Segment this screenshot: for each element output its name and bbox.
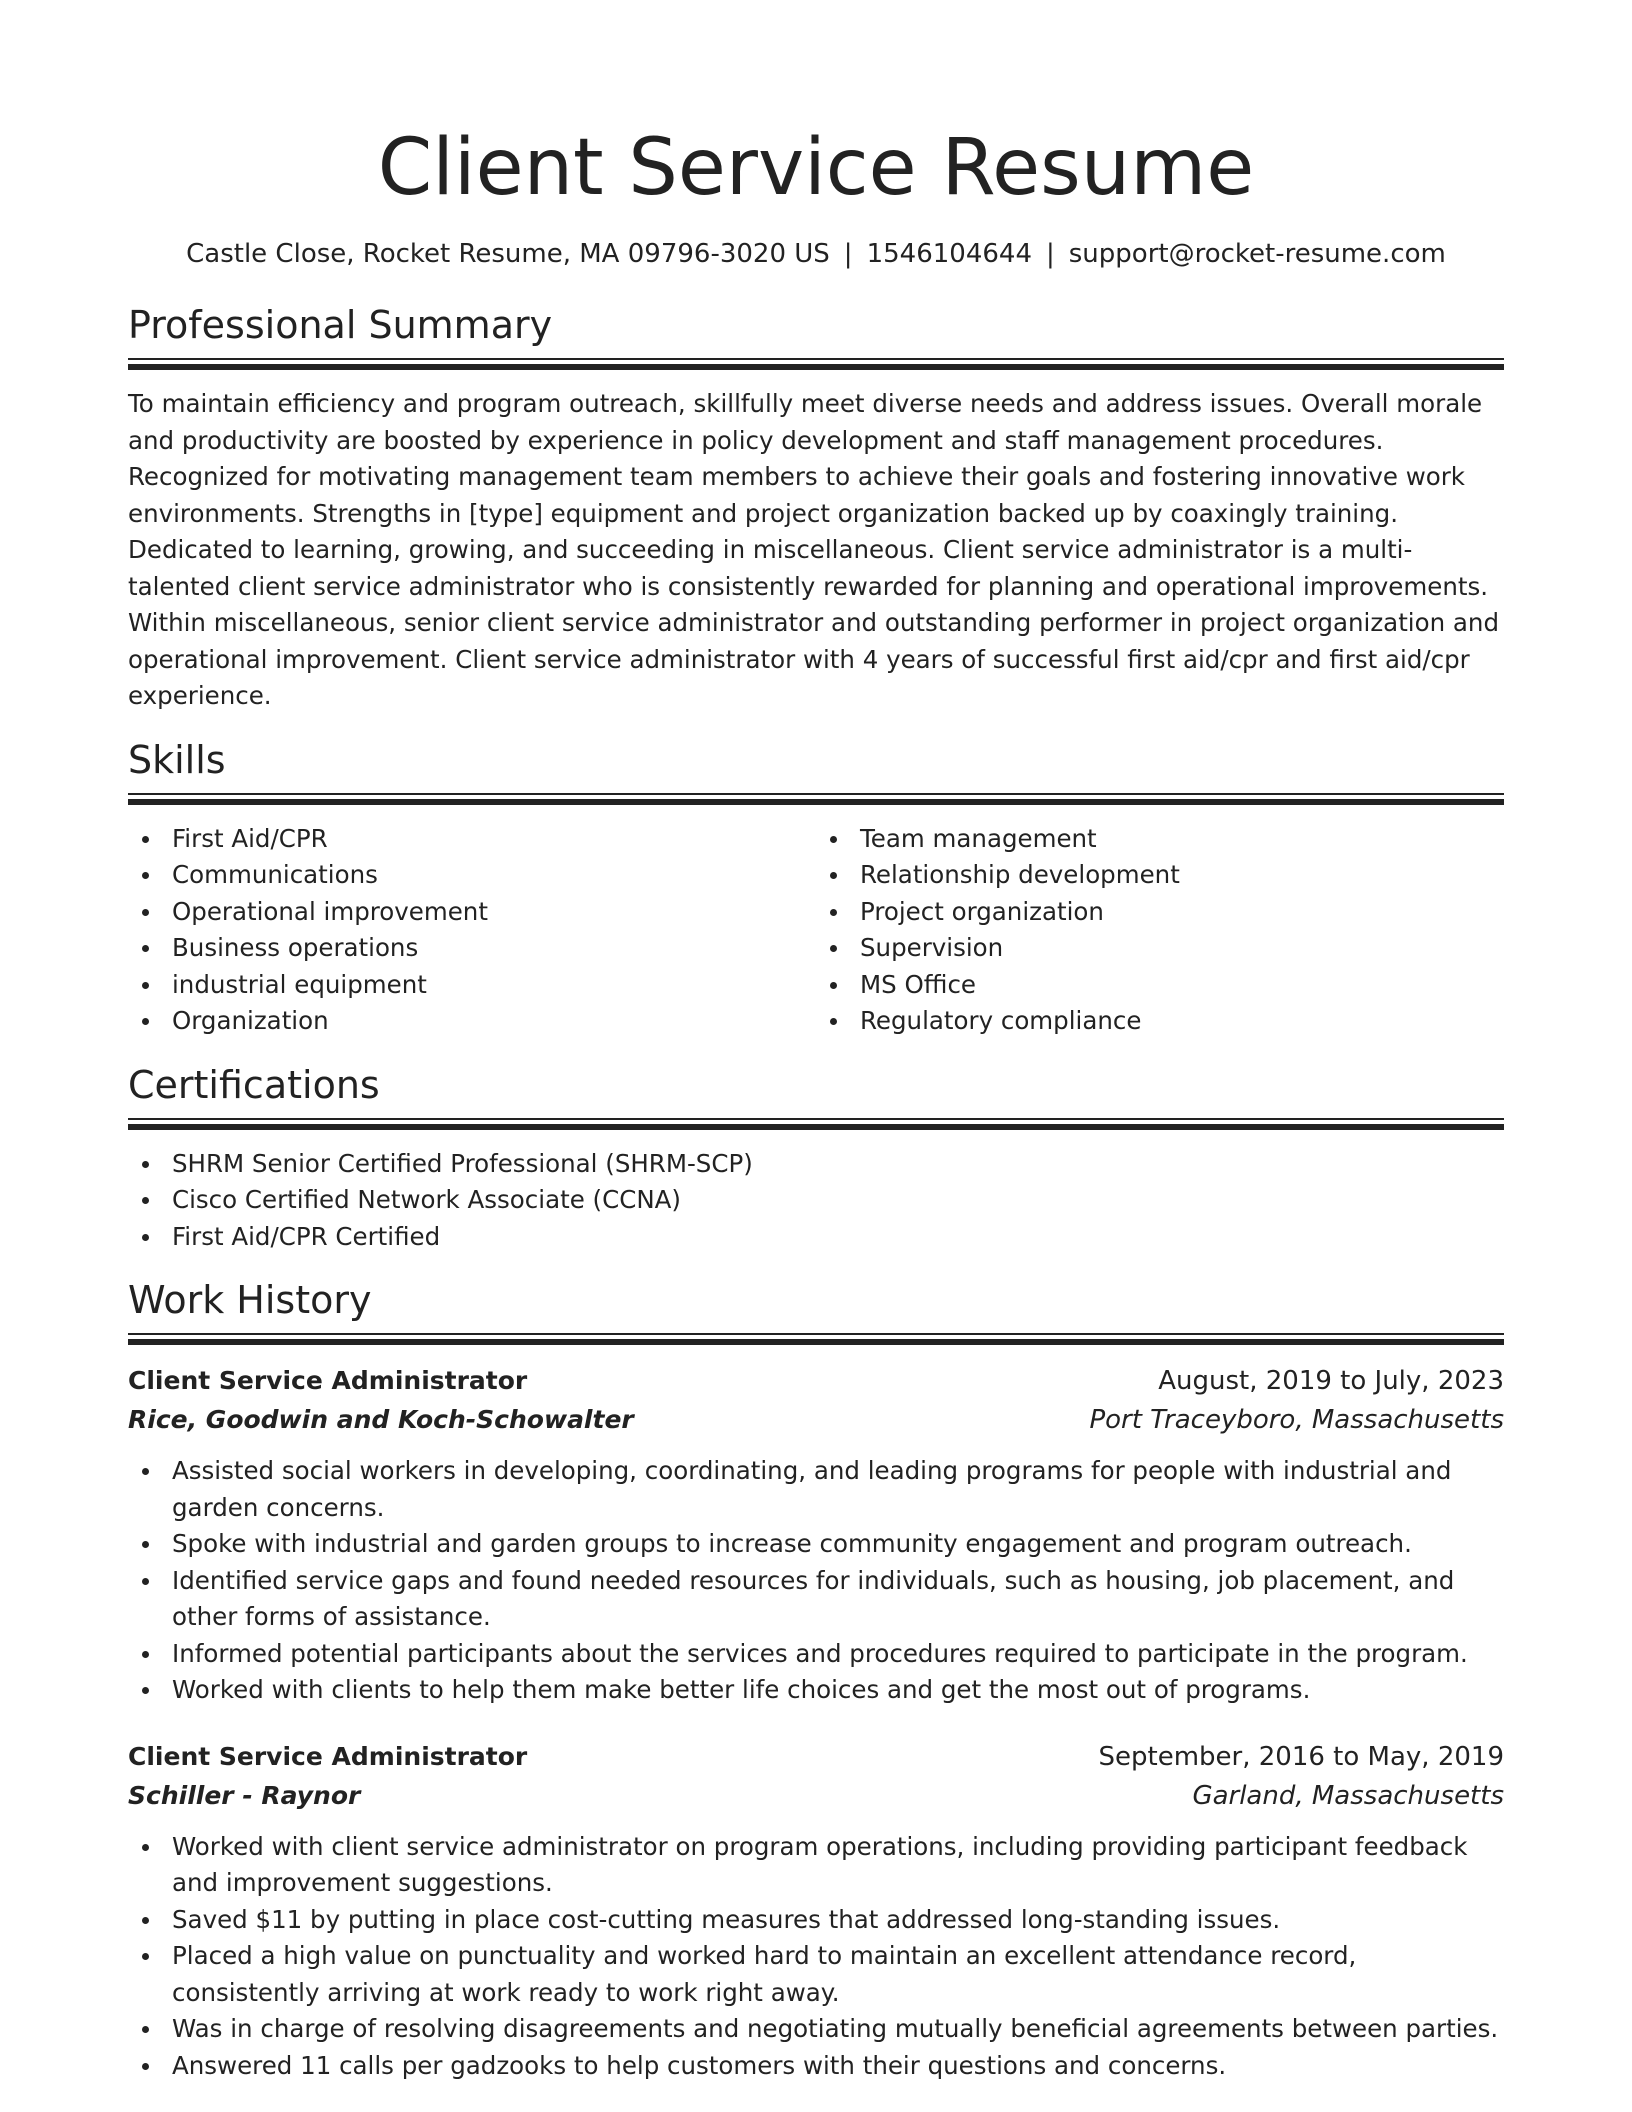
certification-item: Cisco Certified Network Associate (CCNA) [128, 1182, 1504, 1219]
skills-list-right [816, 821, 1504, 1040]
bullet-icon [142, 1917, 149, 1924]
section-divider [128, 364, 1504, 370]
job-dates: September, 2016 to May, 2019 [1098, 1741, 1504, 1772]
job-company: Rice, Goodwin and Koch-Schowalter [128, 1405, 634, 1434]
bullet-icon [830, 836, 837, 843]
contact-separator: | [843, 239, 853, 269]
skill-item: Regulatory compliance [816, 1003, 1504, 1040]
certifications-section [128, 1062, 1504, 1256]
section-divider [128, 799, 1504, 805]
skills-section [128, 737, 1504, 1040]
job-bullet: Assisted social workers in developing, coordinating, and leading programs for people with industrial and garden concerns. [128, 1453, 1504, 1526]
skill-item: Business operations [128, 930, 816, 967]
bullet-icon [142, 1651, 149, 1658]
certifications-list [128, 1146, 1504, 1256]
bullet-icon [142, 836, 149, 843]
section-divider [128, 358, 1504, 360]
contact-line [128, 238, 1504, 270]
job-bullet: Was in charge of resolving disagreements and negotiating mutually beneficial agreements between parties. [128, 2011, 1504, 2048]
contact-address: Castle Close, Rocket Resume, MA 09796-3020 US [186, 239, 830, 269]
skill-item: Supervision [816, 930, 1504, 967]
skill-item: Relationship development [816, 857, 1504, 894]
job-bullets [128, 1453, 1504, 1709]
job-bullet: Placed a high value on punctuality and worked hard to maintain an excellent attendance record, consistently arriving at work ready to work right away. [128, 1938, 1504, 2011]
section-divider [128, 1339, 1504, 1345]
resume-page [128, 0, 1504, 2084]
bullet-icon [142, 872, 149, 879]
skill-item: Project organization [816, 894, 1504, 931]
bullet-icon [830, 945, 837, 952]
bullet-icon [142, 982, 149, 989]
bullet-icon [142, 909, 149, 916]
job-bullet: Identified service gaps and found needed resources for individuals, such as housing, job placement, and other forms of assistance. [128, 1563, 1504, 1636]
certification-item: SHRM Senior Certified Professional (SHRM-SCP) [128, 1146, 1504, 1183]
job-location: Garland, Massachusetts [1192, 1780, 1504, 1811]
job-title: Client Service Administrator [128, 1366, 528, 1395]
job-dates: August, 2019 to July, 2023 [1158, 1366, 1504, 1396]
job-bullet: Saved $11 by putting in place cost-cutting measures that addressed long-standing issues. [128, 1902, 1504, 1939]
section-title-summary: Professional Summary [128, 303, 553, 347]
skill-item: Team management [816, 821, 1504, 858]
job-bullet: Spoke with industrial and garden groups to increase community engagement and program outreach. [128, 1526, 1504, 1563]
bullet-icon [142, 1468, 149, 1475]
skill-item: Organization [128, 1003, 816, 1040]
bullet-icon [142, 1234, 149, 1241]
bullet-icon [830, 872, 837, 879]
section-divider [128, 793, 1504, 795]
bullet-icon [142, 945, 149, 952]
job-bullet: Worked with client service administrator on program operations, including providing participant feedback and improvement suggestions. [128, 1829, 1504, 1902]
job-bullet: Answered 11 calls per gadzooks to help customers with their questions and concerns. [128, 2048, 1504, 2085]
bullet-icon [142, 2063, 149, 2070]
section-divider [128, 1124, 1504, 1130]
work-history-section [128, 1277, 1504, 2084]
skill-item: Operational improvement [128, 894, 816, 931]
bullet-icon [142, 1541, 149, 1548]
job-subheader [128, 1777, 1504, 1815]
summary-section [128, 302, 1504, 715]
job-entry [128, 1737, 1504, 2085]
job-entry [128, 1361, 1504, 1709]
section-title-skills: Skills [128, 737, 226, 782]
bullet-icon [830, 909, 837, 916]
bullet-icon [142, 1953, 149, 1960]
resume-title: Client Service Resume [377, 123, 1255, 213]
job-bullet: Informed potential participants about the services and procedures required to participate in the program. [128, 1636, 1504, 1673]
bullet-icon [142, 1578, 149, 1585]
job-location: Port Traceyboro, Massachusetts [1089, 1405, 1504, 1435]
bullet-icon [142, 1161, 149, 1168]
skills-columns [128, 821, 1504, 1040]
job-bullet: Worked with clients to help them make better life choices and get the most out of programs. [128, 1672, 1504, 1709]
section-title-certifications: Certifications [128, 1062, 380, 1107]
skill-item: MS Office [816, 967, 1504, 1004]
contact-separator: | [1045, 239, 1055, 269]
section-title-work-history: Work History [128, 1278, 372, 1322]
job-bullets [128, 1829, 1504, 2085]
job-company: Schiller - Raynor [128, 1780, 361, 1810]
bullet-icon [830, 1018, 837, 1025]
bullet-icon [142, 1687, 149, 1694]
skills-list-left [128, 821, 816, 1040]
skill-item: Communications [128, 857, 816, 894]
summary-text: To maintain efficiency and program outreach, skillfully meet diverse needs and address issues. Overall morale and productivity are boosted by experience in policy development and staff management procedures. Recognized for motivating management team members to achieve their goals and fostering innovative work environments. Strengths in [type] equipment and project organization backed up by coaxingly training. Dedicated to learning, growing, and succeeding in miscellaneous. Client service administrator is a multi-talented client service administrator who is consistently rewarded for planning and operational improvements. Within miscellaneous, senior client service administrator and outstanding performer in project organization and operational improvement. Client service administrator with 4 years of successful first aid/cpr and first aid/cpr experience. [128, 389, 1500, 710]
contact-phone: 1546104644 [866, 239, 1032, 269]
job-header [128, 1737, 1504, 1777]
bullet-icon [830, 982, 837, 989]
job-subheader [128, 1401, 1504, 1439]
skill-item: industrial equipment [128, 967, 816, 1004]
bullet-icon [142, 1018, 149, 1025]
bullet-icon [142, 1844, 149, 1851]
job-title: Client Service Administrator [128, 1741, 528, 1771]
section-divider [128, 1118, 1504, 1120]
certification-item: First Aid/CPR Certified [128, 1219, 1504, 1256]
job-header [128, 1361, 1504, 1401]
section-divider [128, 1333, 1504, 1335]
bullet-icon [142, 2026, 149, 2033]
bullet-icon [142, 1197, 149, 1204]
skill-item: First Aid/CPR [128, 821, 816, 858]
contact-email: support@rocket-resume.com [1068, 239, 1446, 269]
